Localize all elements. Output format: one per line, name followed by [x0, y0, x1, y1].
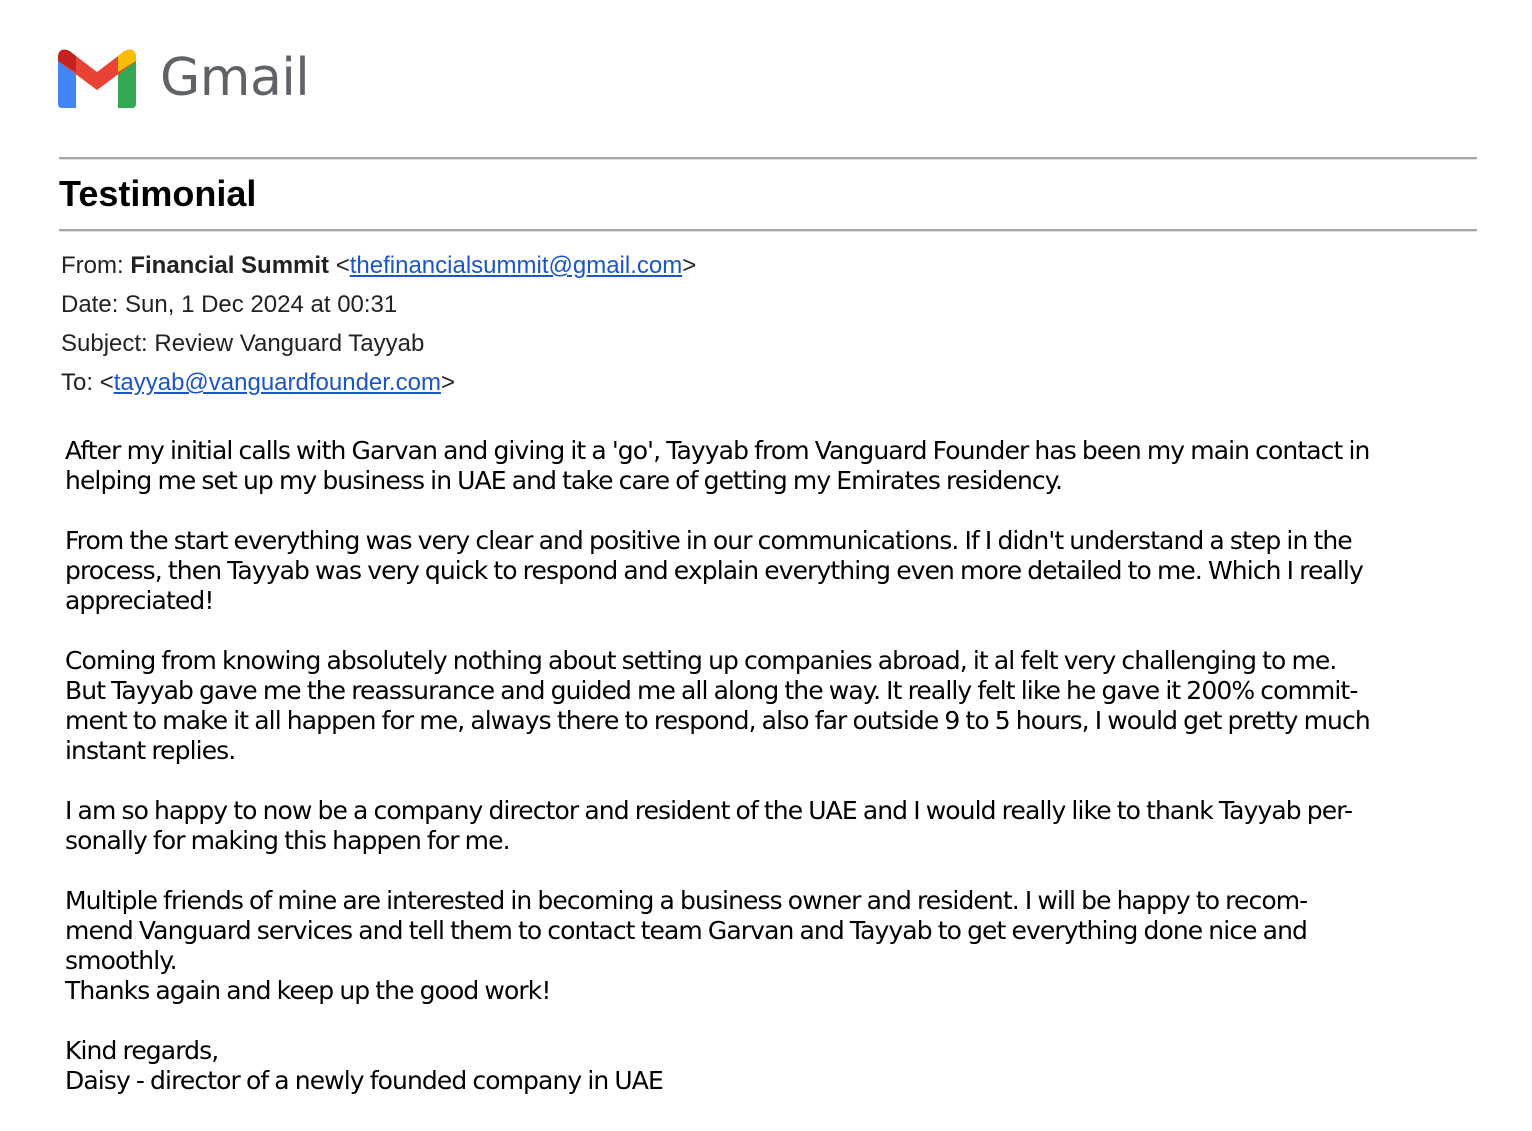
header-divider: [59, 229, 1477, 232]
gmail-wordmark: Gmail: [160, 48, 310, 108]
body-paragraph-3: Coming from knowing absolutely nothing about setting up companies abroad, it al felt very challenging to me. But Tayyab gave me the reassurance and guided me all along the way. It really felt like he gave it 200% commit- ment to make it all happen for me, always there to respond, also far outside 9 to 5 hours, I would get pretty much instant replies.: [65, 646, 1370, 765]
gmail-m-icon: [58, 48, 136, 108]
date-row: [61, 288, 696, 327]
from-label: From:: [61, 252, 124, 279]
angle-close: >: [682, 252, 697, 279]
body-paragraph-5: Multiple friends of mine are interested in becoming a business owner and resident. I will be happy to recom- mend Vanguard services and tell them to contact team Garvan and Tayyab to get everything done nice and smoothly. Thanks again and keep up the good work!: [65, 886, 1308, 1005]
email-headers: [61, 249, 696, 405]
subject-row: [61, 327, 696, 366]
signature: Kind regards, Daisy - director of a newly founded company in UAE: [65, 1036, 663, 1095]
date-value: Sun, 1 Dec 2024 at 00:31: [125, 291, 398, 318]
top-divider: [59, 157, 1477, 160]
to-label: To:: [61, 369, 94, 396]
subject-value: Review Vanguard Tayyab: [154, 330, 425, 357]
subject-label: Subject:: [61, 330, 148, 357]
from-row: [61, 249, 696, 288]
angle-open: <: [99, 369, 114, 396]
email-title: Testimonial: [59, 173, 257, 214]
angle-close: >: [440, 369, 455, 396]
email-body: [65, 436, 1485, 1096]
sender-name: Financial Summit: [130, 252, 330, 279]
body-paragraph-2: From the start everything was very clear and positive in our communications. If I didn't understand a step in the process, then Tayyab was very quick to respond and explain everything even more detailed to me. Which I really appreciated!: [65, 526, 1363, 615]
gmail-logo: [58, 46, 309, 110]
body-paragraph-4: I am so happy to now be a company director and resident of the UAE and I would really like to thank Tayyab per- sonally for making this happen for me.: [65, 796, 1353, 855]
sender-email-link[interactable]: thefinancialsummit@gmail.com: [349, 252, 683, 279]
body-paragraph-1: After my initial calls with Garvan and giving it a 'go', Tayyab from Vanguard Founder has been my main contact in helping me set up my business in UAE and take care of getting my Emirates residency.: [65, 436, 1370, 495]
recipient-email-link[interactable]: tayyab@vanguardfounder.com: [113, 369, 441, 396]
date-label: Date:: [61, 291, 119, 318]
angle-open: <: [335, 252, 350, 279]
to-row: [61, 366, 696, 405]
